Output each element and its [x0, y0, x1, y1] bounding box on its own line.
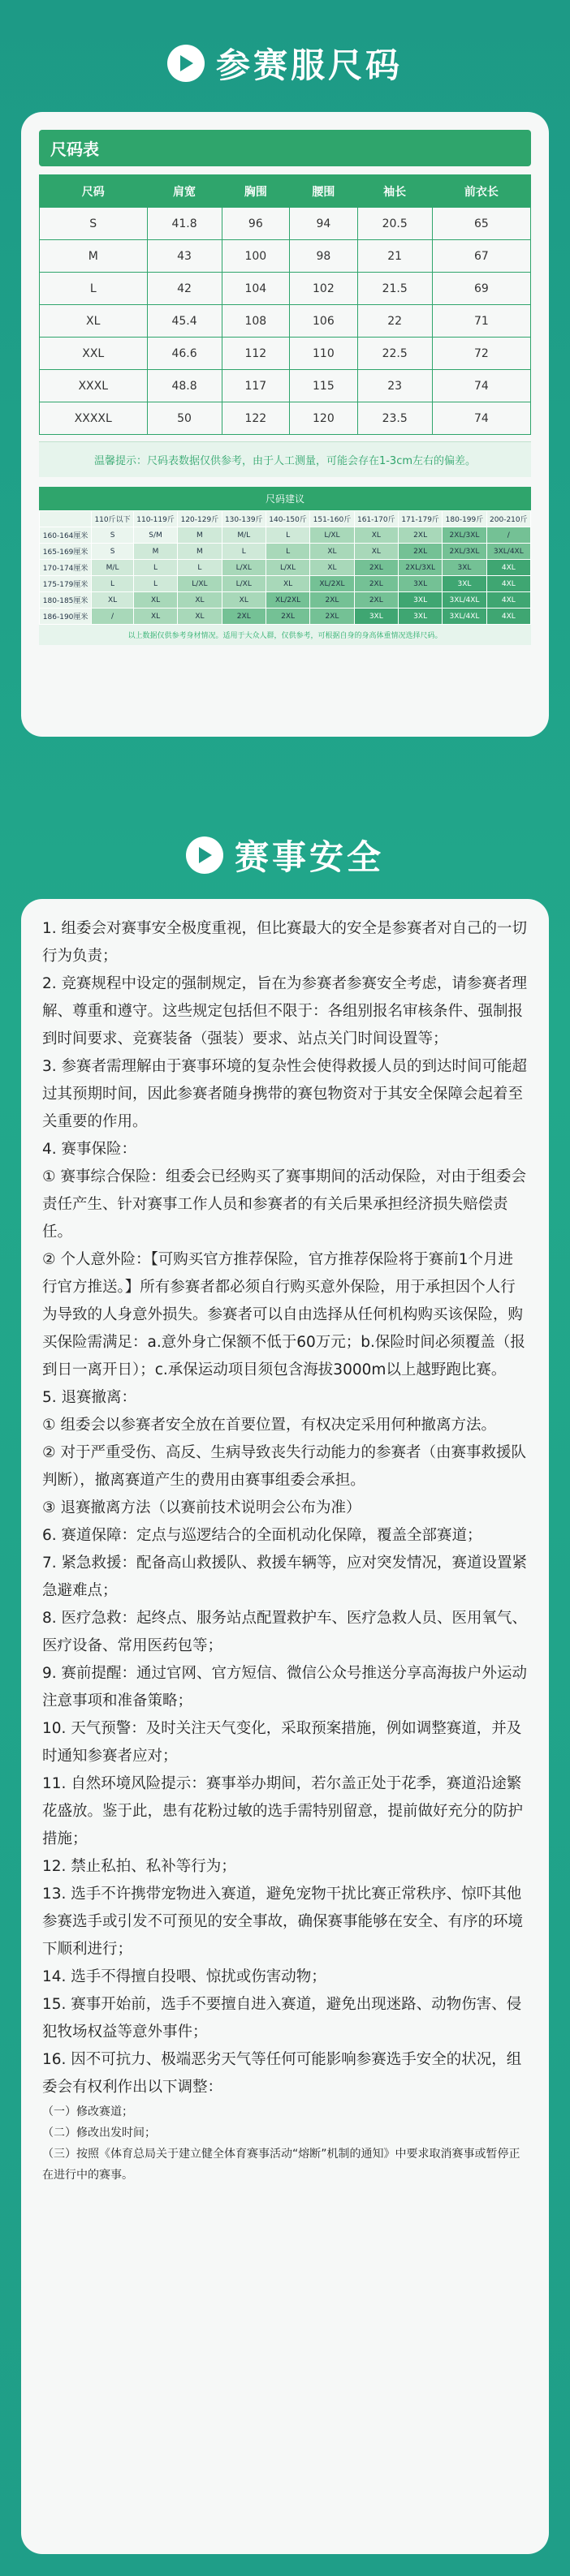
- advice-header: 110-119斤: [133, 511, 177, 527]
- table-row: [40, 338, 531, 370]
- table-cell: 23: [357, 370, 432, 402]
- table-cell: M: [133, 544, 177, 560]
- table-cell: 48.8: [147, 370, 222, 402]
- table-row: [40, 609, 531, 625]
- rule-item: 8. 医疗急救：起终点、服务站点配置救护车、医疗急救人员、医用氧气、医疗设备、常用医药包等；: [42, 1610, 528, 1654]
- table-cell: 160-164厘米: [40, 527, 92, 544]
- section-title-safety: [0, 831, 570, 879]
- table-cell: 2XL: [354, 576, 398, 592]
- table-cell: 3XL: [443, 560, 486, 576]
- advice-header: 171-179斤: [398, 511, 442, 527]
- rule-item: 12. 禁止私拍、私补等行为；: [42, 1858, 236, 1875]
- table-cell: 2XL: [398, 527, 442, 544]
- size-table-header: 尺码: [40, 175, 148, 208]
- table-cell: 108: [222, 305, 290, 338]
- table-cell: 110: [290, 338, 358, 370]
- rule-item: 14. 选手不得擅自投喂、惊扰或伤害动物；: [42, 1968, 326, 1985]
- rule-item: 9. 赛前提醒：通过官网、官方短信、微信公众号推送分享高海拔户外运动注意事项和准备策略；: [42, 1665, 528, 1709]
- table-cell: L/XL: [222, 560, 266, 576]
- table-cell: 67: [432, 240, 530, 273]
- table-cell: S: [92, 527, 134, 544]
- advice-header-row: [40, 511, 531, 527]
- table-cell: 102: [290, 273, 358, 305]
- rule-item: 7. 紧急救援：配备高山救援队、救援车辆等，应对突发情况，赛道设置紧急避难点；: [42, 1555, 528, 1599]
- size-table-label: 尺码表: [39, 130, 531, 166]
- rule-item: 4. 赛事保险：: [42, 1141, 137, 1158]
- section-title-text: 参赛服尺码: [215, 45, 403, 85]
- table-cell: M/L: [92, 560, 134, 576]
- table-cell: L: [133, 576, 177, 592]
- table-cell: 115: [290, 370, 358, 402]
- table-cell: XL: [310, 544, 354, 560]
- advice-footer: 以上数据仅供参考身材情况。适用于大众人群，仅供参考，可根据自身的身高体重情况选择尺码。: [39, 625, 531, 645]
- advice-header: 110斤以下: [92, 511, 134, 527]
- size-table-header: 袖长: [357, 175, 432, 208]
- table-cell: 2XL/3XL: [443, 527, 486, 544]
- table-cell: M: [40, 240, 148, 273]
- table-cell: 104: [222, 273, 290, 305]
- table-cell: 69: [432, 273, 530, 305]
- table-cell: 94: [290, 208, 358, 240]
- table-cell: 3XL: [398, 609, 442, 625]
- size-table-header: 胸围: [222, 175, 290, 208]
- table-cell: L/XL: [266, 560, 309, 576]
- table-cell: L: [266, 527, 309, 544]
- table-cell: 98: [290, 240, 358, 273]
- rule-item: 13. 选手不许携带宠物进入赛道，避免宠物干扰比赛正常秩序、惊吓其他参赛选手或引发不可预见的安全事故，确保赛事能够在安全、有序的环境下顺利进行；: [42, 1886, 524, 1958]
- section-title-apparel: [0, 39, 570, 88]
- table-cell: 170-174厘米: [40, 560, 92, 576]
- advice-header: 140-150斤: [266, 511, 309, 527]
- table-cell: XL: [92, 592, 134, 609]
- table-cell: 2XL: [354, 560, 398, 576]
- table-row: [40, 402, 531, 435]
- table-cell: L: [92, 576, 134, 592]
- table-cell: XL: [178, 609, 222, 625]
- play-icon: [186, 836, 223, 874]
- table-cell: XL: [354, 544, 398, 560]
- rule-item: ① 组委会以参赛者安全放在首要位置，有权决定采用何种撤离方法。: [42, 1417, 496, 1434]
- table-cell: S/M: [133, 527, 177, 544]
- table-cell: 4XL: [486, 592, 530, 609]
- size-table: [39, 174, 531, 435]
- table-cell: 65: [432, 208, 530, 240]
- table-cell: 2XL: [222, 609, 266, 625]
- table-cell: 22.5: [357, 338, 432, 370]
- table-cell: 165-169厘米: [40, 544, 92, 560]
- table-cell: 4XL: [486, 609, 530, 625]
- table-cell: XL/2XL: [266, 592, 309, 609]
- play-icon: [167, 45, 205, 82]
- size-note: 温馨提示：尺码表数据仅供参考，由于人工测量，可能会存在1-3cm左右的偏差。: [39, 441, 531, 477]
- table-cell: 2XL/3XL: [443, 544, 486, 560]
- table-cell: L/XL: [310, 527, 354, 544]
- table-cell: /: [92, 609, 134, 625]
- table-cell: 122: [222, 402, 290, 435]
- rule-item: 6. 赛道保障：定点与巡逻结合的全面机动化保障，覆盖全部赛道；: [42, 1527, 482, 1544]
- table-cell: XL: [222, 592, 266, 609]
- adjustment-item: （二）修改出发时间；: [42, 2127, 156, 2139]
- rule-item: ③ 退赛撤离方法（以赛前技术说明会公布为准）: [42, 1499, 361, 1516]
- table-cell: S: [40, 208, 148, 240]
- rule-item: 3. 参赛者需理解由于赛事环境的复杂性会使得救援人员的到达时间可能超过其预期时间，因此参赛者随身携带的赛包物资对于其安全保障会起着至关重要的作用。: [42, 1058, 528, 1130]
- table-cell: 4XL: [486, 576, 530, 592]
- table-cell: 41.8: [147, 208, 222, 240]
- table-cell: XL: [266, 576, 309, 592]
- rule-item: 1. 组委会对赛事安全极度重视，但比赛最大的安全是参赛者对自己的一切行为负责；: [42, 920, 528, 965]
- table-cell: 74: [432, 402, 530, 435]
- advice-header: 120-129斤: [178, 511, 222, 527]
- table-cell: M: [178, 527, 222, 544]
- table-cell: 117: [222, 370, 290, 402]
- table-row: [40, 208, 531, 240]
- table-cell: 3XL: [398, 576, 442, 592]
- rule-item: 5. 退赛撤离：: [42, 1389, 137, 1406]
- table-cell: L: [266, 544, 309, 560]
- table-cell: 20.5: [357, 208, 432, 240]
- size-table-header: 腰围: [290, 175, 358, 208]
- table-row: [40, 592, 531, 609]
- table-cell: 100: [222, 240, 290, 273]
- table-cell: XL: [310, 560, 354, 576]
- rule-item: 16. 因不可抗力、极端恶劣天气等任何可能影响参赛选手安全的状况，组委会有权利作出以下调整：: [42, 2051, 522, 2096]
- table-cell: XL: [133, 592, 177, 609]
- table-cell: 22: [357, 305, 432, 338]
- rule-item: ② 个人意外险：【可购买官方推荐保险，官方推荐保险将于赛前1个月进行官方推送。】所有参赛者都必须自行购买意外保险，用于承担因个人行为导致的人身意外损失。参赛者可以自由选择从任何机构购买该保险，购买保险需满足：a.意外身亡保额不低于60万元；b.保险时间必须覆盖（报到日一离开日）；c.承保运动项目须包含海拔3000m以上越野跑比赛。: [42, 1251, 525, 1378]
- table-cell: XL/2XL: [310, 576, 354, 592]
- table-row: [40, 576, 531, 592]
- table-cell: XL: [133, 609, 177, 625]
- table-cell: L: [40, 273, 148, 305]
- size-table-header: 肩宽: [147, 175, 222, 208]
- adjustment-item: （三）按照《体育总局关于建立健全体育赛事活动“熔断”机制的通知》中要求取消赛事或暂停正在进行中的赛事。: [42, 2148, 520, 2182]
- advice-header: 161-170斤: [354, 511, 398, 527]
- table-cell: XXXXL: [40, 402, 148, 435]
- table-cell: 2XL/3XL: [398, 560, 442, 576]
- table-cell: 106: [290, 305, 358, 338]
- table-cell: 46.6: [147, 338, 222, 370]
- table-cell: 45.4: [147, 305, 222, 338]
- safety-card: [21, 899, 549, 2554]
- table-cell: 3XL/4XL: [443, 609, 486, 625]
- table-cell: 21.5: [357, 273, 432, 305]
- table-cell: 3XL: [443, 576, 486, 592]
- table-row: [40, 240, 531, 273]
- table-cell: M: [178, 544, 222, 560]
- table-cell: L: [222, 544, 266, 560]
- table-cell: M/L: [222, 527, 266, 544]
- section-title-text: 赛事安全: [234, 837, 384, 877]
- table-cell: XL: [178, 592, 222, 609]
- table-cell: 3XL: [398, 592, 442, 609]
- table-cell: 112: [222, 338, 290, 370]
- table-row: [40, 527, 531, 544]
- table-cell: L/XL: [178, 576, 222, 592]
- table-cell: L: [178, 560, 222, 576]
- table-row: [40, 560, 531, 576]
- safety-rules: [21, 899, 549, 2202]
- table-cell: XXXL: [40, 370, 148, 402]
- rule-item: 2. 竞赛规程中设定的强制规定，旨在为参赛者参赛安全考虑，请参赛者理解、尊重和遵守。这些规定包括但不限于：各组别报名审核条件、强制报到时间要求、竞赛装备（强装）要求、站点关门时间设置等；: [42, 975, 528, 1047]
- table-row: [40, 370, 531, 402]
- table-cell: XXL: [40, 338, 148, 370]
- table-cell: 23.5: [357, 402, 432, 435]
- table-cell: 2XL: [398, 544, 442, 560]
- advice-title: 尺码建议: [39, 487, 531, 510]
- table-cell: 2XL: [310, 592, 354, 609]
- size-table-header: 前衣长: [432, 175, 530, 208]
- rule-item: 10. 天气预警：及时关注天气变化，采取预案措施，例如调整赛道，并及时通知参赛者应对；: [42, 1720, 522, 1765]
- advice-table: [39, 510, 531, 625]
- advice-header: 130-139斤: [222, 511, 266, 527]
- table-row: [40, 544, 531, 560]
- rule-item: 11. 自然环境风险提示：赛事举办期间，若尔盖正处于花季，赛道沿途繁花盛放。鉴于此，患有花粉过敏的选手需特别留意，提前做好充分的防护措施；: [42, 1775, 524, 1847]
- table-row: [40, 305, 531, 338]
- table-cell: 180-185厘米: [40, 592, 92, 609]
- table-cell: 43: [147, 240, 222, 273]
- table-cell: L: [133, 560, 177, 576]
- rule-item: ② 对于严重受伤、高反、生病导致丧失行动能力的参赛者（由赛事救援队判断），撤离赛道产生的费用由赛事组委会承担。: [42, 1444, 526, 1489]
- table-cell: 71: [432, 305, 530, 338]
- rule-item: ① 赛事综合保险：组委会已经购买了赛事期间的活动保险，对由于组委会责任产生、针对赛事工作人员和参赛者的有关后果承担经济损失赔偿责任。: [42, 1168, 526, 1241]
- table-cell: L/XL: [222, 576, 266, 592]
- adjustment-item: （一）修改赛道；: [42, 2105, 133, 2118]
- advice-header: [40, 511, 92, 527]
- table-row: [40, 273, 531, 305]
- table-cell: 21: [357, 240, 432, 273]
- table-cell: 74: [432, 370, 530, 402]
- table-cell: /: [486, 527, 530, 544]
- table-cell: 4XL: [486, 560, 530, 576]
- table-cell: 3XL: [354, 609, 398, 625]
- rule-item: 15. 赛事开始前，选手不要擅自进入赛道，避免出现迷路、动物伤害、侵犯牧场权益等意外事件；: [42, 1996, 522, 2041]
- table-cell: 186-190厘米: [40, 609, 92, 625]
- advice-header: 151-160斤: [310, 511, 354, 527]
- table-cell: XL: [40, 305, 148, 338]
- table-cell: 2XL: [310, 609, 354, 625]
- table-cell: S: [92, 544, 134, 560]
- table-cell: 3XL/4XL: [486, 544, 530, 560]
- table-cell: 50: [147, 402, 222, 435]
- table-cell: 3XL/4XL: [443, 592, 486, 609]
- table-cell: XL: [354, 527, 398, 544]
- table-cell: 72: [432, 338, 530, 370]
- table-cell: 2XL: [354, 592, 398, 609]
- table-cell: 120: [290, 402, 358, 435]
- table-cell: 96: [222, 208, 290, 240]
- advice-header: 180-199斤: [443, 511, 486, 527]
- table-cell: 175-179厘米: [40, 576, 92, 592]
- advice-header: 200-210斤: [486, 511, 530, 527]
- table-cell: 42: [147, 273, 222, 305]
- size-chart-card: [21, 112, 549, 737]
- table-cell: 2XL: [266, 609, 309, 625]
